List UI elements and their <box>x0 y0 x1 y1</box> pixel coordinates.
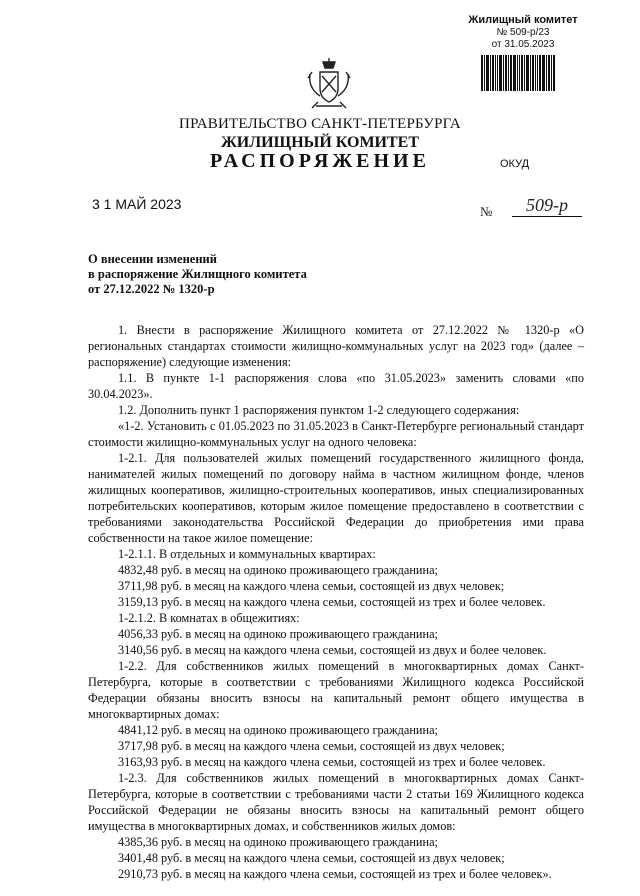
stamp-reg-number: № 509-р/23 <box>496 27 550 38</box>
stamp-reg-date: от 31.05.2023 <box>491 39 555 50</box>
document-number: 509-р <box>512 195 582 217</box>
subject-line: в распоряжение Жилищного комитета <box>88 267 307 281</box>
stamp-org: Жилищный комитет <box>468 14 578 26</box>
subject-line: от 27.12.2022 № 1320-р <box>88 282 215 296</box>
document-type: РАСПОРЯЖЕНИЕ <box>210 150 430 172</box>
paragraph: 4056,33 руб. в месяц на одиноко проживающего гражданина; <box>118 627 438 641</box>
paragraph: 1-2.1. Для пользователей жилых помещений государственного жилищного фонда, нанимателей жилых помещений по договору найма в частном жилищном фонде, членов жилищных кооперативов, жилищно-строительных кооперативов, иных специализированных потребительских кооперативов, которым жилое помещение предоставлено в соответствии с требованиями законодательства Российской Федерации до приобретения ими права собственности на такое жилое помещение: <box>88 451 584 545</box>
paragraph: 2910,73 руб. в месяц на каждого члена семьи, состоящей из трех и более человек». <box>118 867 552 881</box>
barcode-icon <box>481 55 565 91</box>
government-title: ПРАВИТЕЛЬСТВО САНКТ-ПЕТЕРБУРГА <box>179 116 461 132</box>
subject-line: О внесении изменений <box>88 252 217 266</box>
paragraph: 1. Внести в распоряжение Жилищного комитета от 27.12.2022 № 1320-р «О региональных стандартах стоимости жилищно-коммунальных услуг на 2023 год» (далее – распоряжение) следующие изменения: <box>88 323 584 369</box>
paragraph: «1-2. Установить с 01.05.2023 по 31.05.2023 в Санкт-Петербурге региональный стандарт стоимости жилищно-коммунальных услуг на одного человека: <box>88 419 584 449</box>
paragraph: 1-2.1.1. В отдельных и коммунальных квартирах: <box>118 547 376 561</box>
paragraph: 1.2. Дополнить пункт 1 распоряжения пунктом 1-2 следующего содержания: <box>118 403 520 417</box>
document-subject <box>88 252 388 297</box>
paragraph: 3140,56 руб. в месяц на каждого члена семьи, состоящей из двух и более человек. <box>118 643 547 657</box>
registration-stamp <box>468 14 578 91</box>
paragraph: 4832,48 руб. в месяц на одиноко проживающего гражданина; <box>118 563 438 577</box>
paragraph: 3711,98 руб. в месяц на каждого члена семьи, состоящей из двух человек; <box>118 579 505 593</box>
paragraph: 1-2.3. Для собственников жилых помещений в многоквартирных домах Санкт-Петербурга, которые в соответствии с требованиями части 2 статьи 169 Жилищного кодекса Российской Федерации не обязаны вносить взносы на капитальный ремонт общего имущества в многоквартирных домах, и собственников жилых домов: <box>88 771 584 833</box>
okud-label: ОКУД <box>500 158 530 170</box>
number-label: № <box>480 204 493 219</box>
paragraph: 1.1. В пункте 1-1 распоряжения слова «по 31.05.2023» заменить словами «по 30.04.2023». <box>88 371 584 401</box>
paragraph: 3401,48 руб. в месяц на каждого члена семьи, состоящей из двух человек; <box>118 851 505 865</box>
document-date: 3 1 МАЙ 2023 <box>92 196 182 212</box>
paragraph: 4385,36 руб. в месяц на одиноко проживающего гражданина; <box>118 835 438 849</box>
committee-title: ЖИЛИЩНЫЙ КОМИТЕТ <box>220 134 419 151</box>
paragraph: 3159,13 руб. в месяц на каждого члена семьи, состоящей из трех и более человек. <box>118 595 546 609</box>
paragraph: 4841,12 руб. в месяц на одиноко проживающего гражданина; <box>118 723 438 737</box>
paragraph: 3163,93 руб. в месяц на каждого члена семьи, состоящей из трех и более человек. <box>118 755 546 769</box>
paragraph: 3717,98 руб. в месяц на каждого члена семьи, состоящей из двух человек; <box>118 739 505 753</box>
paragraph: 1-2.2. Для собственников жилых помещений в многоквартирных домах Санкт-Петербурга, которые в соответствии с требованиями Жилищного кодекса Российской Федерации обязаны вносить взносы на капитальный ремонт общего имущества в многоквартирных домах: <box>88 659 584 721</box>
document-body <box>88 322 584 882</box>
paragraph: 1-2.1.2. В комнатах в общежитиях: <box>118 611 300 625</box>
coat-of-arms-icon <box>306 58 352 110</box>
